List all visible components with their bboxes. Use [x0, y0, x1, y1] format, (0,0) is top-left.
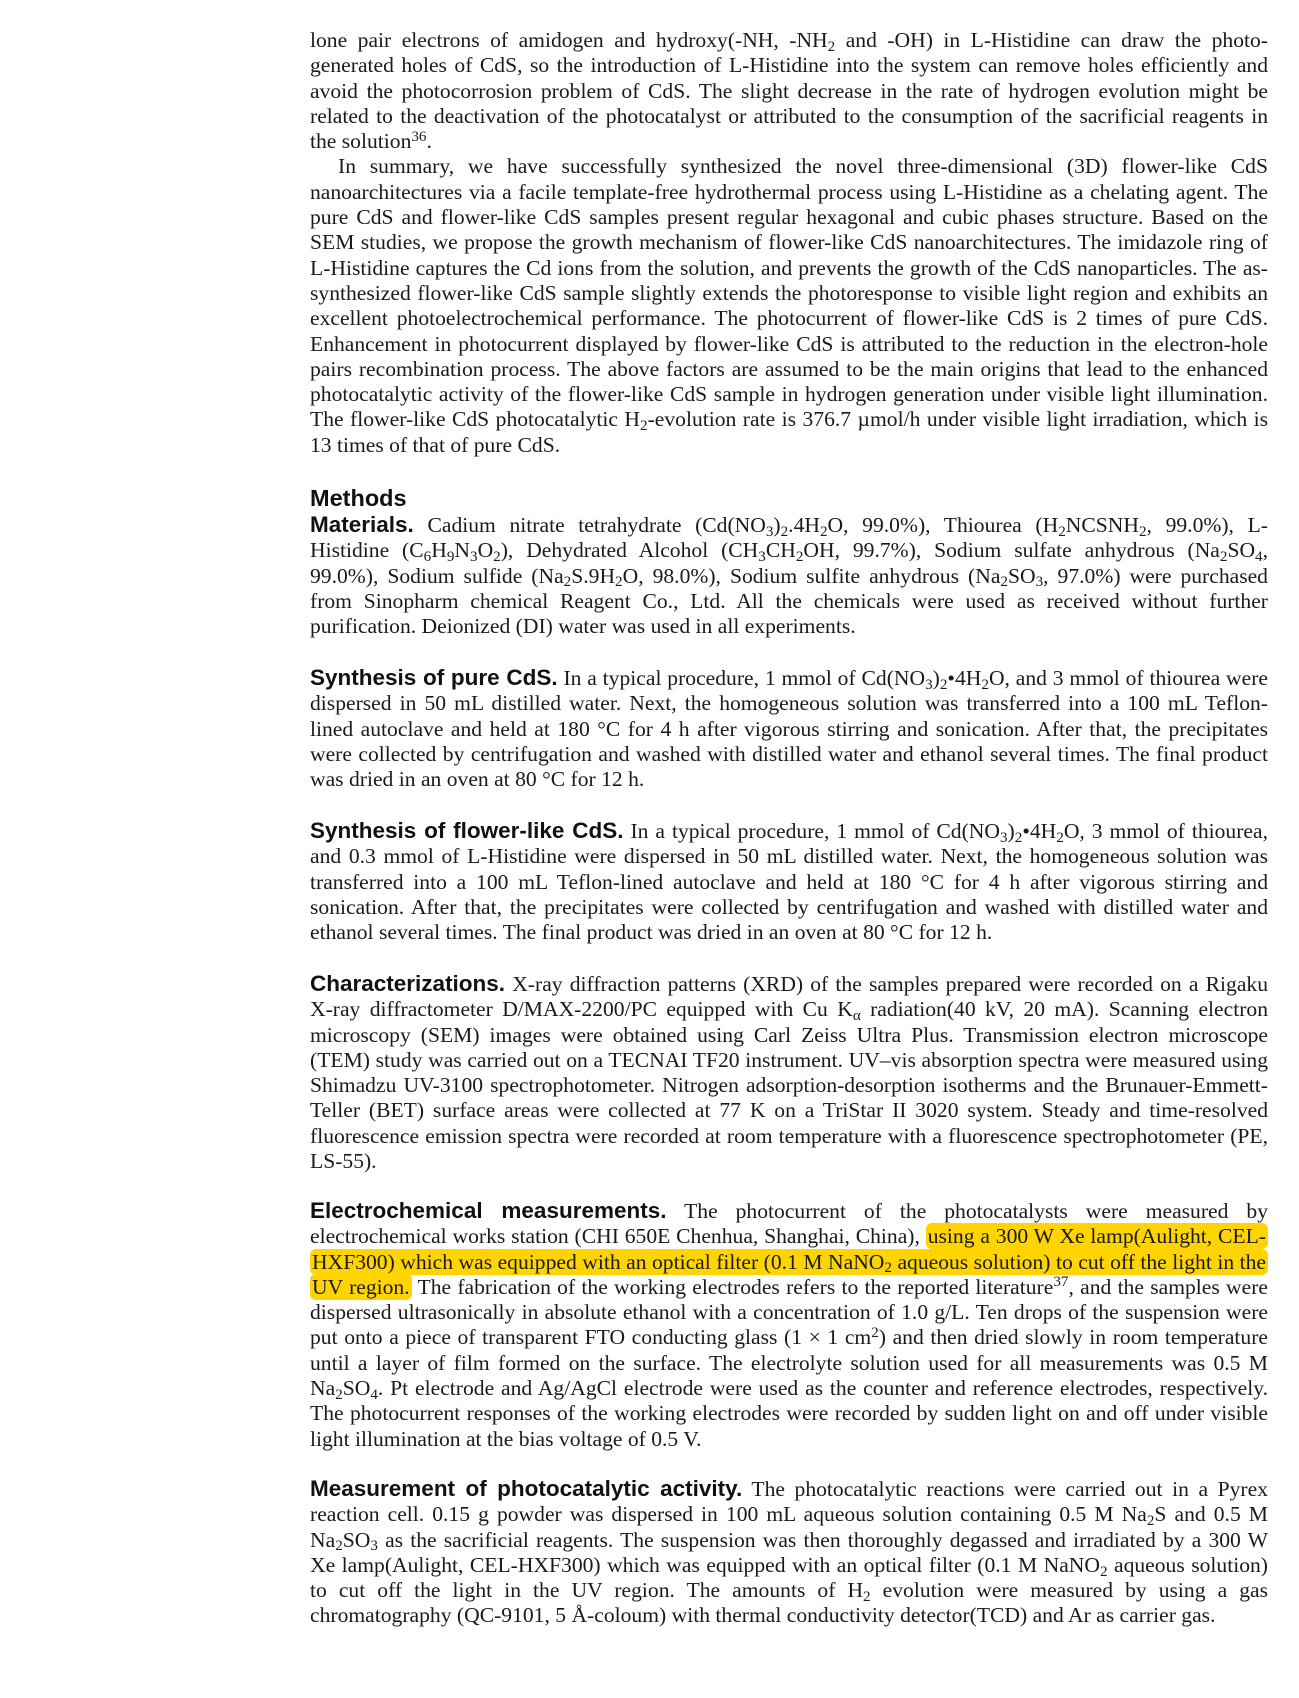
subsection-head-char: Characterizations. — [310, 971, 506, 996]
highlighted-text: using a 300 W Xe lamp(Aulight, CEL-HXF300) which was equipped with an optical filter (0.1 M NaNO$_2$ aqueous solution) to cut off the light in the UV region. — [312, 1224, 1266, 1299]
subsection-electrochemical — [310, 1198, 1268, 1452]
subsection-flower-cds — [310, 818, 1268, 945]
subsection-pure-cds — [310, 665, 1268, 792]
paragraph-characterizations: Characterizations. X-ray diffraction patterns (XRD) of the samples prepared were recorded on a Rigaku X-ray diffractometer D/MAX-2200/PC equipped with Cu $K_\alpha$ radiation(40 kV, 20 mA). Scanning electron microscopy (SEM) images were obtained using Carl Zeiss Ultra Plus. Transmission electron microscope (TEM) study was carried out on a TECNAI TF20 instrument. UV–vis absorption spectra were measured using Shimadzu UV-3100 spectrophotometer. Nitrogen adsorption-desorption isotherms and the Brunauer-Emmett-Teller (BET) surface areas were collected at 77 K on a TriStar II 3020 system. Steady and time-resolved fluorescence emission spectra were recorded at room temperature with a fluorescence spectrophotometer (PE, LS-55). — [310, 971, 1268, 1174]
paragraph-synthesis-flower: Synthesis of flower-like CdS. In a typical procedure, 1 mmol of $Cd(NO_3)_2•4H_2O$, 3 mmol of thiourea, and 0.3 mmol of L-Histidine were dispersed in 50 mL distilled water. Next, the homogeneous solution was transferred into a 100 mL Teflon-lined autoclave and held at 180 °C for 4 h after vigorous stirring and sonication. After that, the precipitates were collected by centrifugation and washed with distilled water and ethanol several times. The final product was dried in an oven at 80 °C for 12 h. — [310, 818, 1268, 945]
methods-section — [310, 485, 1268, 639]
paragraph-electrochemical: Electrochemical measurements. The photocurrent of the photocatalysts were measured by electrochemical works station (CHI 650E Chenhua, Shanghai, China), using a 300 W Xe lamp(Aulight, CEL-HXF300) which was equipped with an optical filter (0.1 M NaNO$_2$ aqueous solution) to cut off the light in the UV region. The fabrication of the working electrodes refers to the reported literature$^{37}$, and the samples were dispersed ultrasonically in absolute ethanol with a concentration of 1.0 g/L. Ten drops of the suspension were put onto a piece of transparent FTO conducting glass (1 × 1 $cm^2$) and then dried slowly in room temperature until a layer of film formed on the surface. The electrolyte solution used for all measurements was 0.5 M $Na_2SO_4$. Pt electrode and Ag/AgCl electrode were used as the counter and reference electrodes, respectively. The photocurrent responses of the working electrodes were recorded by sudden light on and off under visible light illumination at the bias voltage of 0.5 V. — [310, 1198, 1269, 1451]
intro-block — [310, 28, 1268, 458]
citation-36: 36 — [411, 128, 427, 145]
subsection-head-pure: Synthesis of pure CdS. — [310, 665, 558, 690]
subsection-head-electro: Electrochemical measurements. — [310, 1198, 667, 1223]
subsection-head-materials: Materials. — [310, 512, 414, 537]
paragraph-synthesis-pure: Synthesis of pure CdS. In a typical procedure, 1 mmol of $Cd(NO_3)_2•4H_2O$, and 3 mmol of thiourea were dispersed in 50 mL distilled water. Next, the homogeneous solution was transferred into a 100 mL Teflon-lined autoclave and held at 180 °C for 4 h after vigorous stirring and sonication. After that, the precipitates were collected by centrifugation and washed with distilled water and ethanol several times. The final product was dried in an oven at 80 °C for 12 h. — [310, 665, 1268, 792]
subsection-head-activity: Measurement of photocatalytic activity. — [310, 1476, 743, 1501]
paragraph-materials: Materials. Cadium nitrate tetrahydrate ($Cd(NO_3)_2.4H_2O$, 99.0%), Thiourea ($H_2NCSNH_2$, 99.0%), L-Histidine $(C_6H_9N_3O_2)$, Dehydrated Alcohol ($CH_3CH_2OH$, 99.7%), Sodium sulfate anhydrous ($Na_2SO_4$, 99.0%), Sodium sulfide ($Na_2S.9H_2O$, 98.0%), Sodium sulfite anhydrous ($Na_2SO_3$, 97.0%) were purchased from Sinopharm chemical Reagent Co., Ltd. All the chemicals were used as received without further purification. Deionized (DI) water was used in all experiments. — [310, 512, 1269, 639]
paragraph-summary: In summary, we have successfully synthesized the novel three-dimensional (3D) flower-like CdS nanoarchitectures via a facile template-free hydrothermal process using L-Histidine as a chelating agent. The pure CdS and flower-like CdS samples present regular hexagonal and cubic phases structure. Based on the SEM studies, we propose the growth mechanism of flower-like CdS nanoarchitectures. The imidazole ring of L-Histidine captures the Cd ions from the solution, and prevents the growth of the CdS nanoparticles. The as-synthesized flower-like CdS sample slightly extends the photoresponse to visible light region and exhibits an excellent photoelectrochemical performance. The photocurrent of flower-like CdS is 2 times of pure CdS. Enhancement in photocurrent displayed by flower-like CdS is attributed to the reduction in the electron-hole pairs recombination process. The above factors are assumed to be the main origins that lead to the enhanced photocatalytic activity of the flower-like CdS sample in hydrogen generation under visible light illumination. The flower-like CdS photocatalytic $H_2$-evolution rate is 376.7 µmol/h under visible light irradiation, which is 13 times of that of pure CdS. — [310, 154, 1268, 457]
paragraph-activity: Measurement of photocatalytic activity. The photocatalytic reactions were carried out in a Pyrex reaction cell. 0.15 g powder was dispersed in 100 mL aqueous solution containing 0.5 M $Na_2S$ and 0.5 M $Na_2SO_3$ as the sacrificial reagents. The suspension was then thoroughly degassed and irradiated by a 300 W Xe lamp(Aulight, CEL-HXF300) which was equipped with an optical filter (0.1 M NaNO$_2$ aqueous solution) to cut off the light in the UV region. The amounts of $H_2$ evolution were measured by using a gas chromatography (QC-9101, 5 Å-coloum) with thermal conductivity detector(TCD) and Ar as carrier gas. — [310, 1476, 1269, 1628]
subsection-characterizations — [310, 971, 1268, 1174]
paragraph-photocorrosion: lone pair electrons of amidogen and hydroxy(-NH, $-NH_2$ and -OH) in L-Histidine can draw the photo-generated holes of CdS, so the introduction of L-Histidine into the system can remove holes efficiently and avoid the photocorrosion problem of CdS. The slight decrease in the rate of hydrogen evolution might be related to the deactivation of the photocatalyst or attributed to the consumption of the sacrificial reagents in the solution$^{36}$. — [310, 28, 1268, 154]
citation-37: 37 — [1053, 1274, 1069, 1291]
section-title-methods: Methods — [310, 485, 407, 511]
subsection-photocatalytic-activity — [310, 1476, 1268, 1629]
subsection-head-flower: Synthesis of flower-like CdS. — [310, 818, 624, 843]
